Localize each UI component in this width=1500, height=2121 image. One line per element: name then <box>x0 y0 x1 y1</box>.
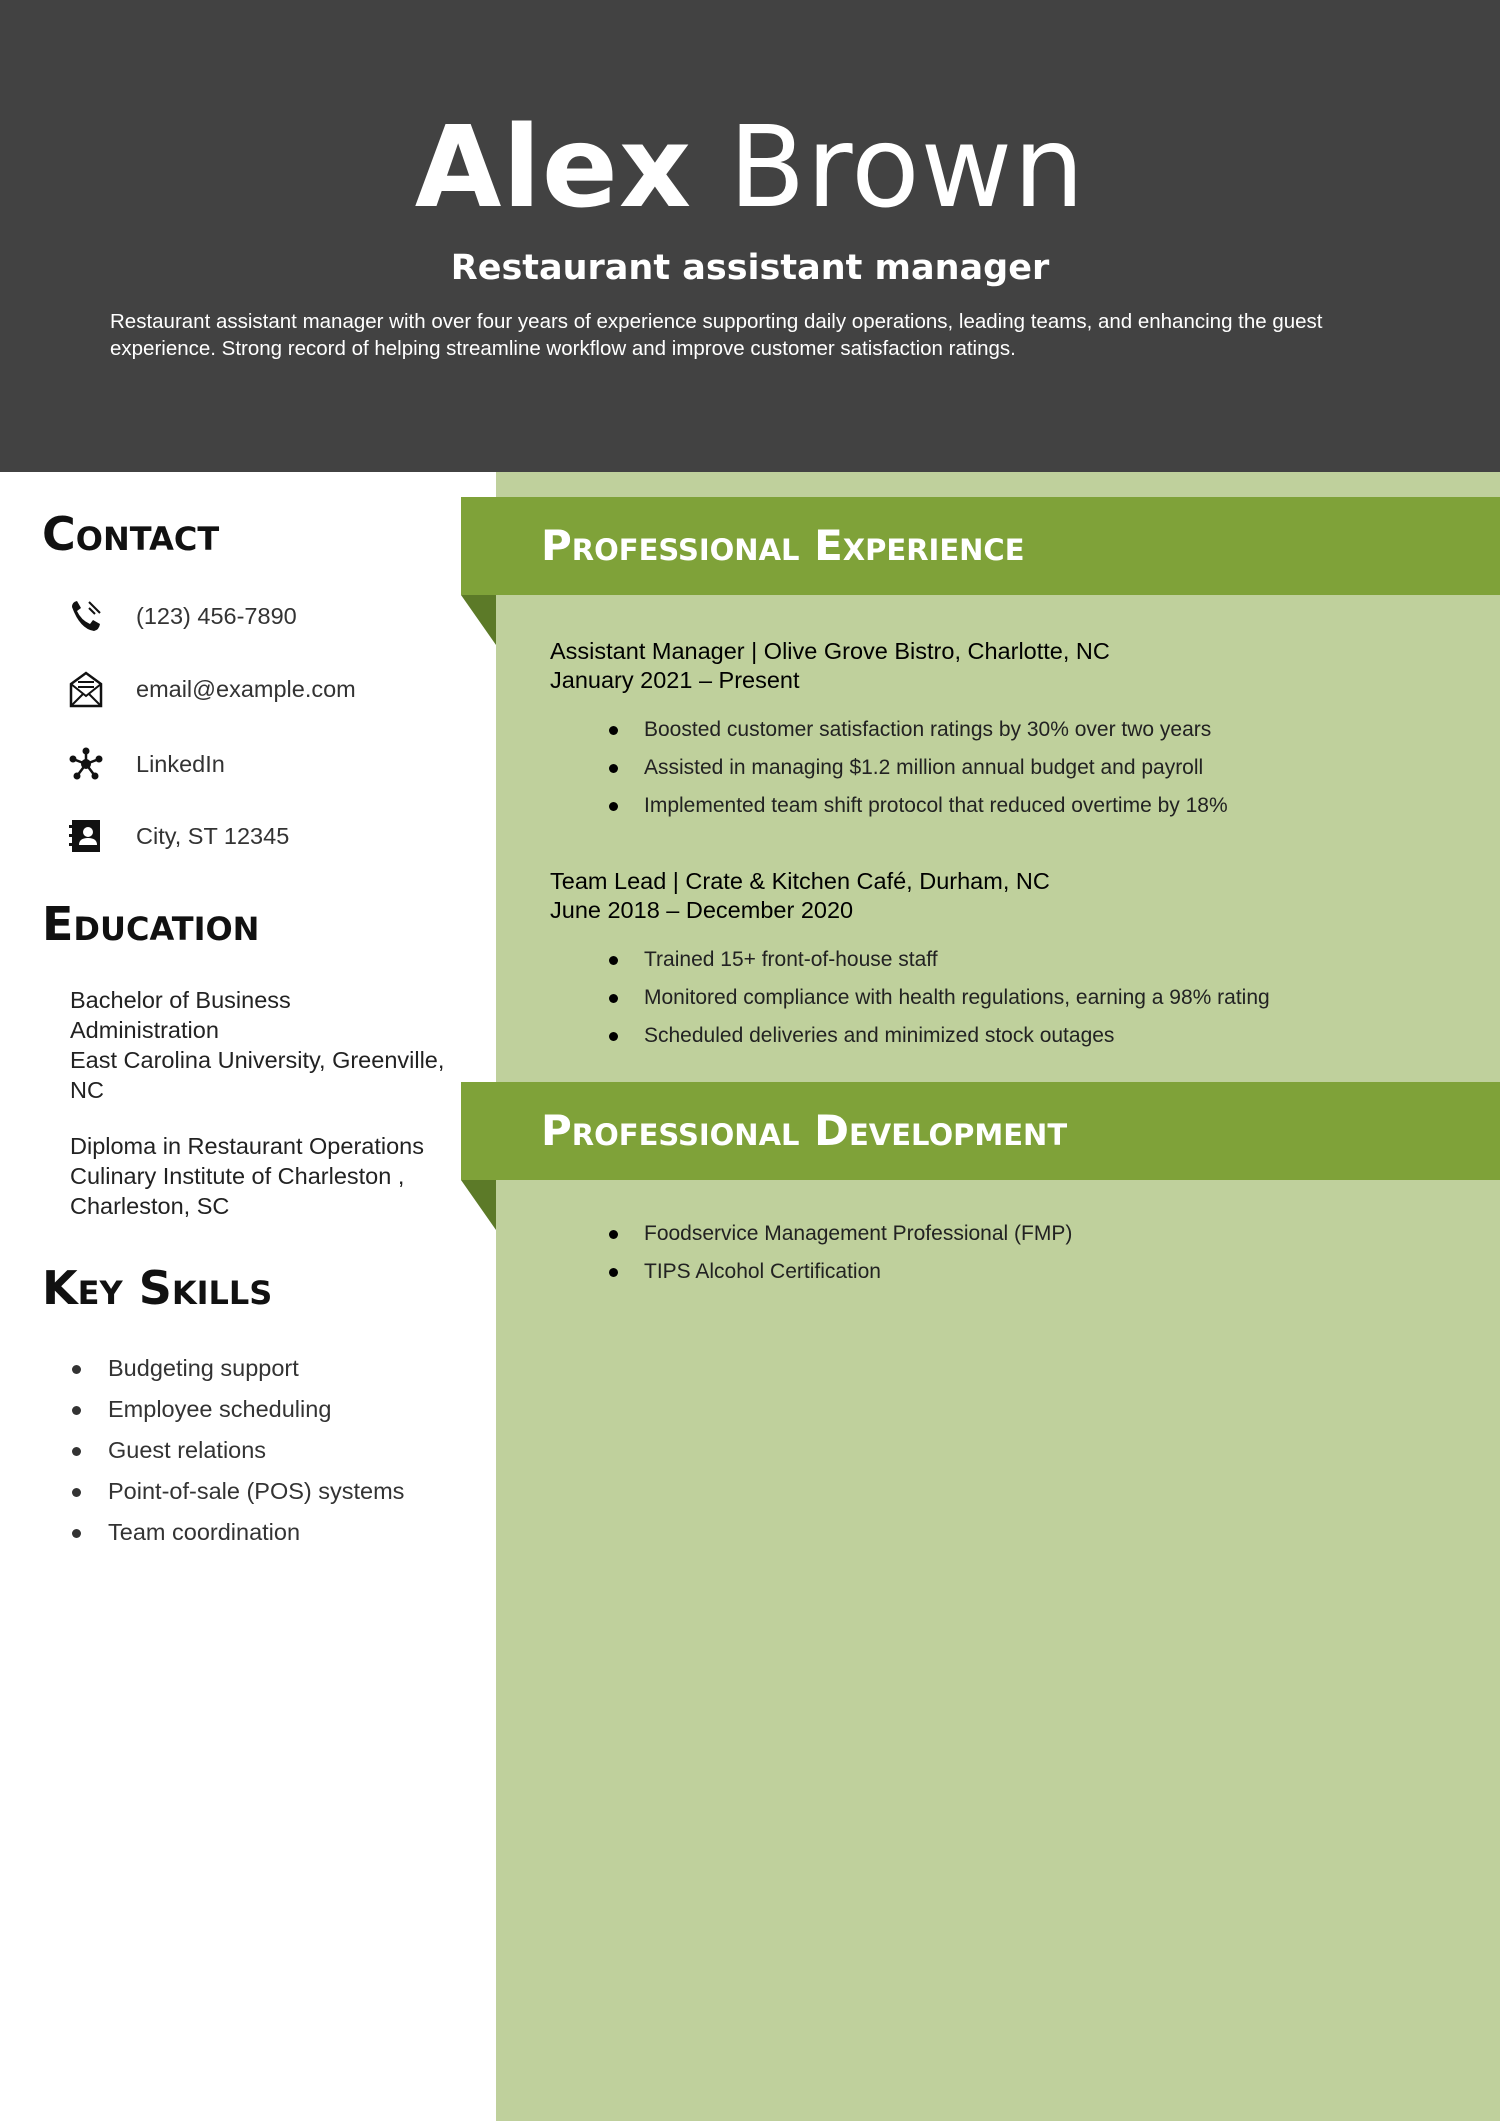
bullet-icon <box>72 1529 81 1538</box>
contact-linkedin <box>64 742 225 786</box>
skills-heading: Key Skills <box>42 1261 273 1315</box>
contact-phone <box>64 594 297 638</box>
development-heading: Professional Development <box>541 1106 1068 1155</box>
degree-line: Bachelor of Business <box>70 987 291 1013</box>
skill-item <box>72 1471 404 1512</box>
bullet-icon <box>609 802 618 811</box>
skill-item <box>72 1348 404 1389</box>
network-icon <box>64 742 108 786</box>
skill-text: Employee scheduling <box>108 1396 332 1422</box>
banner-fold <box>461 595 496 645</box>
bullet-item <box>604 941 1270 979</box>
school-line: NC <box>70 1077 104 1103</box>
bullet-text: Scheduled deliveries and minimized stock outages <box>644 1024 1115 1047</box>
skills-list <box>72 1348 404 1553</box>
bullet-item <box>604 787 1228 825</box>
phone-icon <box>64 594 108 638</box>
bullet-item <box>604 1253 1072 1291</box>
bullet-text: Monitored compliance with health regulations, earning a 98% rating <box>644 986 1270 1009</box>
bullet-icon <box>609 1268 618 1277</box>
summary: Restaurant assistant manager with over four years of experience supporting daily operations, leading teams, and enhancing the guest experience. Strong record of helping streamline workflow and improve customer satisfaction ratings. <box>110 310 1323 360</box>
bullet-icon <box>609 956 618 965</box>
bullet-item <box>604 979 1270 1017</box>
job-bullets <box>604 941 1270 1055</box>
experience-banner <box>461 497 1500 595</box>
bullet-icon <box>609 994 618 1003</box>
education-entry <box>70 985 470 1105</box>
job-title-line: Team Lead | Crate & Kitchen Café, Durham, NC <box>550 868 1050 894</box>
school-line: East Carolina University, Greenville, <box>70 1047 445 1073</box>
bullet-text: Trained 15+ front-of-house staff <box>644 948 938 971</box>
address-card-icon <box>64 814 108 858</box>
last-name: Brown <box>728 103 1086 233</box>
bullet-icon <box>609 764 618 773</box>
job-dates: June 2018 – December 2020 <box>550 897 854 923</box>
skill-item <box>72 1389 404 1430</box>
contact-address <box>64 814 290 858</box>
bullet-icon <box>72 1488 81 1497</box>
linkedin-text: LinkedIn <box>136 751 225 777</box>
school-line: Charleston, SC <box>70 1193 230 1219</box>
bullet-icon <box>72 1365 81 1374</box>
skill-text: Budgeting support <box>108 1355 299 1381</box>
contact-heading: Contact <box>42 507 220 561</box>
candidate-name <box>0 103 1500 233</box>
degree-line: Diploma in Restaurant Operations <box>70 1133 424 1159</box>
bullet-icon <box>72 1447 81 1456</box>
degree-line: Administration <box>70 1017 219 1043</box>
skill-item <box>72 1430 404 1471</box>
bullet-item <box>604 711 1228 749</box>
development-list <box>604 1215 1072 1291</box>
bullet-item <box>604 1215 1072 1253</box>
bullet-text: Assisted in managing $1.2 million annual budget and payroll <box>644 756 1204 779</box>
job-bullets <box>604 711 1228 825</box>
bullet-item <box>604 749 1228 787</box>
job-header <box>550 867 1050 925</box>
resume-header <box>0 0 1500 472</box>
envelope-icon <box>64 667 108 711</box>
skill-text: Team coordination <box>108 1519 301 1545</box>
bullet-text: TIPS Alcohol Certification <box>644 1260 881 1283</box>
experience-heading: Professional Experience <box>541 521 1025 570</box>
skill-text: Point-of-sale (POS) systems <box>108 1478 405 1504</box>
bullet-icon <box>609 726 618 735</box>
first-name: Alex <box>414 103 693 233</box>
skill-item <box>72 1512 404 1553</box>
bullet-icon <box>72 1406 81 1415</box>
job-header <box>550 637 1110 695</box>
bullet-icon <box>609 1230 618 1239</box>
contact-email <box>64 667 356 711</box>
bullet-icon <box>609 1032 618 1041</box>
education-heading: Education <box>42 897 260 951</box>
address-text: City, ST 12345 <box>136 823 290 849</box>
school-line: Culinary Institute of Charleston , <box>70 1163 405 1189</box>
bullet-text: Foodservice Management Professional (FMP) <box>644 1222 1073 1245</box>
phone-text: (123) 456-7890 <box>136 603 297 629</box>
email-text: email@example.com <box>136 676 356 702</box>
job-title-line: Assistant Manager | Olive Grove Bistro, Charlotte, NC <box>550 638 1110 664</box>
skill-text: Guest relations <box>108 1437 267 1463</box>
job-dates: January 2021 – Present <box>550 667 800 693</box>
bullet-item <box>604 1017 1270 1055</box>
education-entry <box>70 1131 470 1221</box>
development-banner <box>461 1082 1500 1180</box>
bullet-text: Boosted customer satisfaction ratings by 30% over two years <box>644 718 1212 741</box>
banner-fold <box>461 1180 496 1230</box>
job-title: Restaurant assistant manager <box>450 248 1050 288</box>
bullet-text: Implemented team shift protocol that reduced overtime by 18% <box>644 794 1228 817</box>
